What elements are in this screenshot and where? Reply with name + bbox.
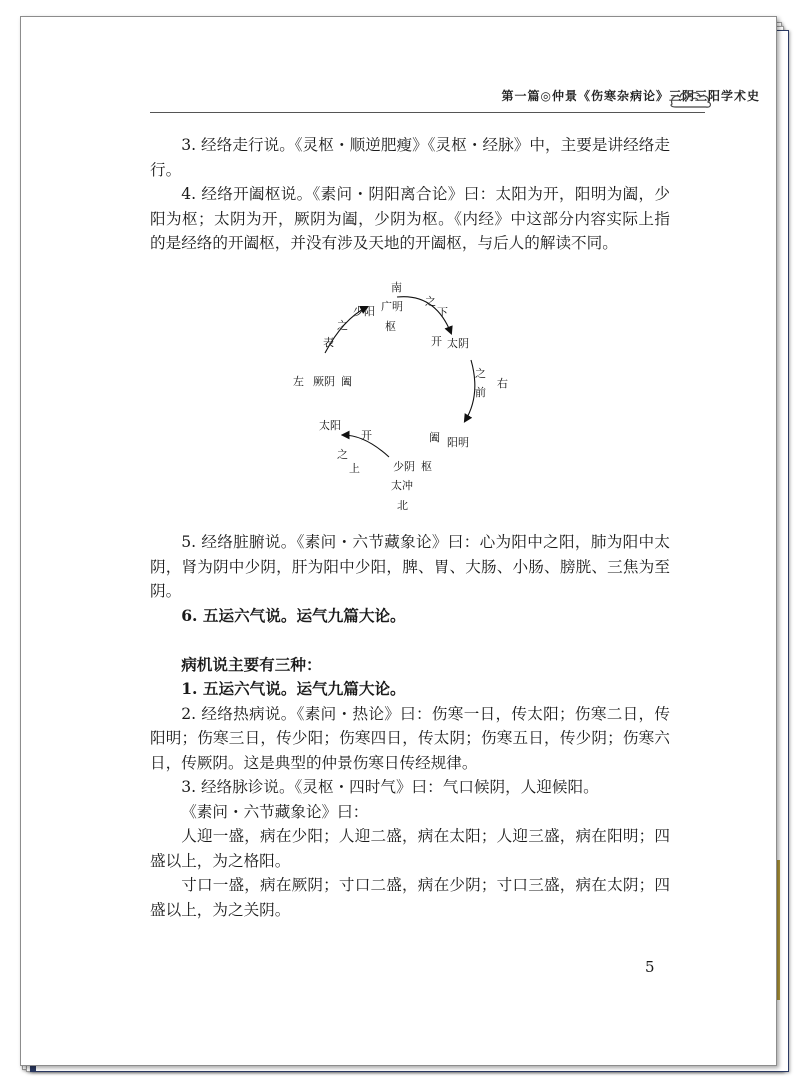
label-yangming: 阳明: [447, 436, 469, 449]
label-zhi-tl: 之: [337, 319, 348, 332]
label-left: 左: [293, 375, 304, 388]
running-head: 第一篇◎仲景《伤寒杂病论》三阴三阳学术史: [501, 89, 760, 103]
page-number: 5: [645, 958, 655, 976]
open-close-pivot-diagram: [285, 275, 515, 515]
label-zhi-bl: 之: [337, 448, 348, 461]
paragraph-meridian-course: 3. 经络走行说。《灵枢・顺逆肥瘦》《灵枢・经脉》中，主要是讲经络走行。: [150, 136, 670, 179]
label-close-right: 阖: [429, 431, 440, 444]
label-pivot-bottom: 枢: [421, 460, 432, 473]
label-zhi-tr: 之: [425, 295, 436, 308]
label-taiyang: 太阳: [319, 419, 341, 432]
label-shaoyang: 少阳: [353, 305, 375, 318]
paragraph-organ-theory: 5. 经络脏腑说。《素问・六节藏象论》曰：心为阳中之阳，肺为阳中太阴，肾为阴中少阴，肝为阳中少阳，脾、胃、大肠、小肠、膀胱、三焦为至阴。: [150, 533, 670, 600]
label-qian: 前: [475, 386, 486, 399]
label-open-left: 开: [361, 429, 372, 442]
paragraph-five-phases: 6. 五运六气说。运气九篇大论。: [181, 605, 406, 625]
label-open-tr: 开: [431, 335, 442, 348]
label-taichong: 太冲: [391, 479, 413, 492]
label-south: 南: [391, 281, 402, 294]
label-shang: 上: [349, 462, 360, 475]
label-right: 右: [497, 377, 508, 390]
arc-right: [465, 360, 475, 421]
paragraph-renying: 人迎一盛，病在少阳；人迎二盛，病在太阳；人迎三盛，病在阳明；四盛以上，为之格阳。: [150, 827, 670, 870]
section-heading: 病机说主要有三种：: [181, 654, 322, 674]
header-rule: [150, 112, 705, 113]
paragraph-pathogenesis-2: 2. 经络热病说。《素问・热论》曰：伤寒一日，传太阳；伤寒二日，传阳明；伤寒三日，传少阳；伤寒四日，传太阴；伤寒五日，传少阴；伤寒六日，传厥阴。这是典型的仲景伤寒日传经规律。: [150, 704, 670, 772]
body-text-middle: [150, 530, 670, 922]
paragraph-cunkou: 寸口一盛，病在厥阴；寸口二盛，病在少阴；寸口三盛，病在太阴；四盛以上，为之关阴。: [150, 876, 670, 919]
cloud-ornament-icon: [668, 88, 714, 110]
paragraph-open-close-pivot: 4. 经络开阖枢说。《素问・阴阳离合论》曰：太阳为开，阳明为阖，少阳为枢；太阴为开，厥阴为阖，少阴为枢。《内经》中这部分内容实际上指的是经络的开阖枢，并没有涉及天地的开阖枢，与后人的解读不同。: [150, 185, 670, 252]
label-zhi-r: 之: [475, 367, 486, 380]
label-north: 北: [397, 499, 408, 512]
label-shaoyin: 少阴: [393, 460, 415, 473]
paragraph-citation: 《素问・六节藏象论》曰：: [181, 802, 369, 821]
label-pivot-top: 枢: [385, 320, 396, 333]
label-taiyin: 太阴: [447, 337, 469, 350]
label-close-left: 阖: [341, 375, 352, 388]
body-text: [150, 133, 670, 256]
label-jueyin: 厥阴: [313, 375, 335, 388]
label-biao: 表: [323, 336, 334, 349]
paragraph-pathogenesis-1: 1. 五运六气说。运气九篇大论。: [181, 679, 406, 698]
label-guangming: 广明: [381, 300, 403, 313]
paragraph-pathogenesis-3: 3. 经络脉诊说。《灵枢・四时气》曰：气口候阴，人迎候阳。: [181, 778, 599, 796]
label-xia: 下: [437, 306, 448, 319]
